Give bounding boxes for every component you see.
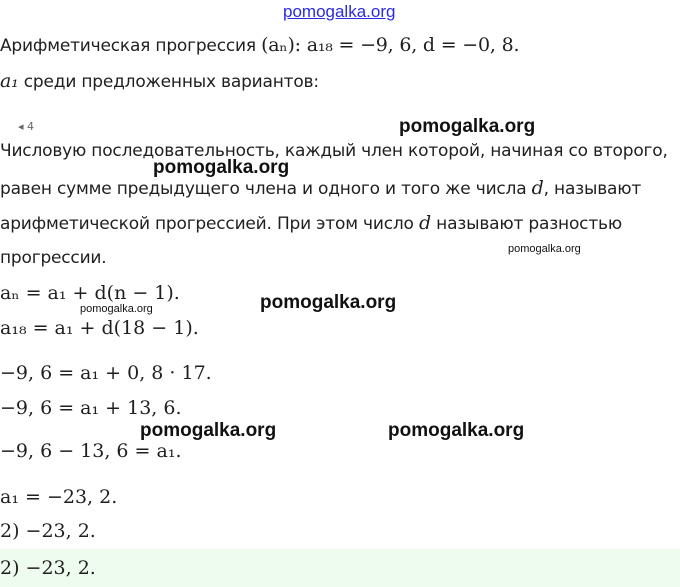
explanation-line-2 <box>0 177 641 199</box>
watermark: pomogalka.org <box>508 243 581 255</box>
watermark: pomogalka.org <box>80 303 153 315</box>
task-formula: (aₙ): a₁₈ = −9, 6, d = −0, 8. <box>261 34 520 56</box>
formula-result: a₁ = −23, 2. <box>0 486 118 508</box>
watermark: pomogalka.org <box>153 157 290 178</box>
watermark: pomogalka.org <box>399 116 536 137</box>
explanation-line-3 <box>0 212 622 234</box>
formula-general: aₙ = a₁ + d(n − 1). <box>0 282 180 304</box>
chosen-option: 2) −23, 2. <box>0 520 96 542</box>
explanation-text: , называют <box>543 179 642 199</box>
watermark: pomogalka.org <box>260 292 397 313</box>
answer-text: 2) −23, 2. <box>0 557 96 579</box>
task-variable: a₁ <box>0 70 19 92</box>
explanation-text: арифметической прогрессией. При этом число <box>0 214 414 234</box>
explanation-line-1: Числовую последовательность, каждый член которой, начиная со второго, <box>0 141 668 161</box>
explanation-text: называют разностью <box>436 214 622 234</box>
formula-simplified: −9, 6 = a₁ + 13, 6. <box>0 397 182 419</box>
formula-a18: a₁₈ = a₁ + d(18 − 1). <box>0 317 199 339</box>
difference-variable: d <box>418 212 431 234</box>
watermark: pomogalka.org <box>140 420 277 441</box>
watermark-top[interactable]: pomogalka.org <box>283 2 396 21</box>
task-line-2 <box>0 70 319 92</box>
watermark: pomogalka.org <box>388 420 525 441</box>
formula-isolated: −9, 6 − 13, 6 = a₁. <box>0 440 182 462</box>
answer-box <box>0 549 680 587</box>
task-text: Арифметическая прогрессия <box>0 36 256 56</box>
broken-image-icon: ◂ 4 <box>18 120 35 133</box>
explanation-line-4: прогрессии. <box>0 248 107 268</box>
task-line-1 <box>0 34 519 56</box>
formula-substituted: −9, 6 = a₁ + 0, 8 · 17. <box>0 362 212 384</box>
explanation-text: равен сумме предыдущего члена и одного и того же числа <box>0 179 527 199</box>
difference-variable: d <box>531 177 544 199</box>
task-text-2: среди предложенных вариантов: <box>23 72 319 92</box>
